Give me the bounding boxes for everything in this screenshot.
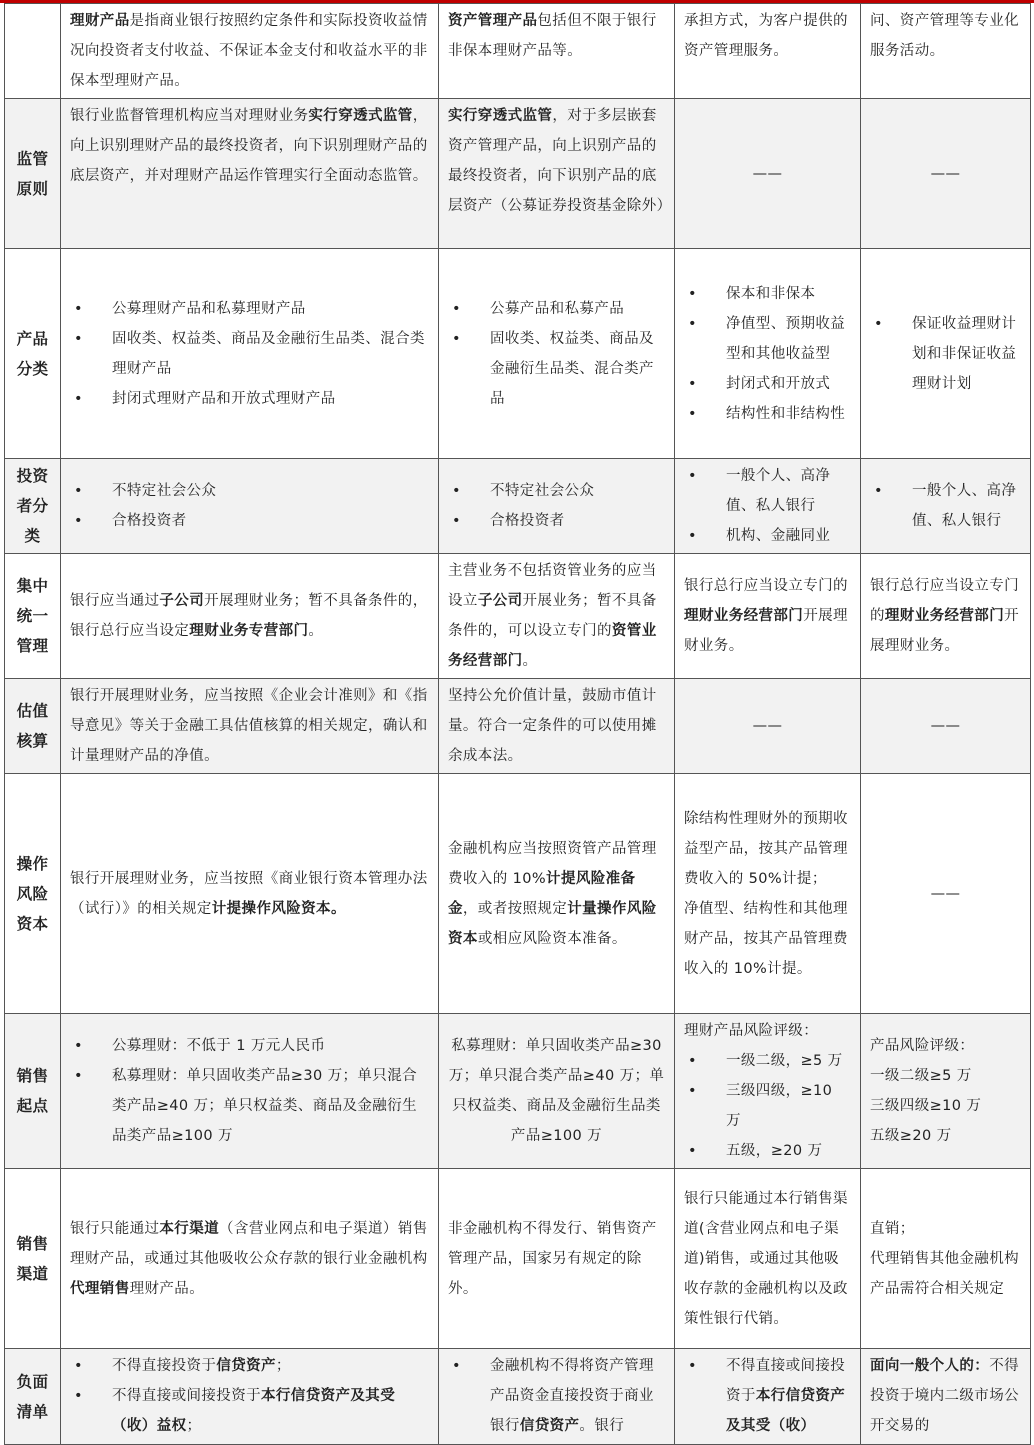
bold-text: 本行渠道	[159, 1220, 220, 1237]
cell-paragraph: 一级二级≥5 万	[870, 1068, 972, 1084]
cell-col2	[439, 774, 675, 1014]
row-label: 集中统一管理	[5, 554, 61, 679]
text-run: ，向上识别理财产品的最终投资者，向下识别理财产品的底层资产，并对理财产品运作管理实行全面动态监管。	[70, 108, 428, 184]
text-run: 不得直接或间接投资于	[112, 1388, 261, 1404]
text-run: 是指商业银行按照约定条件和实际投资收益情况向投资者支付收益、不保证本金支付和收益水平的非保本型理财产品。	[70, 13, 428, 89]
text-run: ，对于多层嵌套资产管理产品，向上识别产品的最终投资者，向下识别产品的底层资产（公募证券投资基金除外）	[448, 108, 672, 214]
table-row	[5, 679, 1031, 774]
list-item: • 固收类、权益类、商品及金融衍生品类、混合类产品	[448, 324, 665, 414]
list-item: • 封闭式理财产品和开放式理财产品	[70, 384, 429, 414]
cell-col1	[61, 1169, 439, 1349]
list-item: • 一般个人、高净值、私人银行	[684, 461, 851, 521]
cell-col1	[61, 1349, 439, 1445]
bold-text: 信贷资产	[216, 1358, 276, 1374]
cell-text: ——	[752, 165, 783, 182]
cell-col3	[675, 459, 861, 554]
text-run: 银行应当通过	[70, 593, 160, 609]
list-item: • 三级四级，≥10 万	[684, 1076, 851, 1136]
cell-col2	[439, 1169, 675, 1349]
text-run: （含营业网点和电子渠道）销售理财产品，或通过其他吸收公众存款的银行业金融机构	[70, 1220, 428, 1267]
text-run: 或相应风险资本准备。	[477, 930, 627, 947]
text-run: ；	[275, 1358, 291, 1374]
cell-col1	[61, 1014, 439, 1169]
cell-paragraph: 五级≥20 万	[870, 1128, 952, 1144]
text-run: 不得直接或间接投资于	[726, 1358, 846, 1404]
cell-col4	[861, 554, 1031, 679]
text-run: 银行业监督管理机构应当对理财业务	[70, 108, 309, 124]
cell-paragraph: 净值型、结构性和其他理财产品，按其产品管理费收入的 10%计提。	[684, 900, 848, 977]
bullet-list	[70, 1351, 429, 1441]
cell-paragraph: 除结构性理财外的预期收益型产品，按其产品管理费收入的 50%计提；	[684, 810, 848, 887]
cell-col3	[675, 99, 861, 249]
list-item: • 合格投资者	[448, 506, 665, 536]
cell-text: ——	[930, 165, 961, 182]
cell-col1	[61, 774, 439, 1014]
cell-paragraph: 直销；	[870, 1220, 915, 1237]
bold-text: 面向一般个人的：	[870, 1358, 990, 1374]
table-row	[5, 1169, 1031, 1349]
bullet-list	[684, 1046, 851, 1166]
bullet-list	[70, 294, 429, 414]
list-item: • 结构性和非结构性	[684, 399, 851, 429]
cell-col4	[861, 1169, 1031, 1349]
bullet-list	[70, 476, 429, 536]
cell-col1	[61, 99, 439, 249]
bold-text: 本行信贷资产及其受（收）	[726, 1388, 846, 1434]
cell-col2	[439, 249, 675, 459]
cell-col3	[675, 774, 861, 1014]
list-item: • 公募产品和私募产品	[448, 294, 665, 324]
bold-text: 本行信贷资产及其受（收）益权	[112, 1388, 396, 1434]
list-item: • 一般个人、高净值、私人银行	[870, 476, 1021, 536]
list-item: • 五级，≥20 万	[684, 1136, 851, 1166]
text-run: 开展业务；暂不具备条件的，可以设立专门的	[448, 593, 657, 639]
cell-col3	[675, 1014, 861, 1169]
cell-col3	[675, 1349, 861, 1445]
text-run: 银行总行应当设立专门的	[870, 578, 1019, 624]
bullet-list	[448, 294, 665, 414]
table-row	[5, 774, 1031, 1014]
cell-text: 银行开展理财业务，应当按照《企业会计准则》和《指导意见》等关于金融工具估值核算的相关规定，确认和计量理财产品的净值。	[70, 688, 428, 764]
bold-text: 子公司	[159, 593, 205, 609]
bullet-list	[70, 1031, 429, 1151]
cell-col3	[675, 1169, 861, 1349]
cell-paragraph: 三级四级≥10 万	[870, 1098, 982, 1114]
row-label: 销售渠道	[5, 1169, 61, 1349]
list-item: • 不特定社会公众	[70, 476, 429, 506]
bold-text: 计提操作风险资本。	[211, 900, 346, 917]
cell-col1	[61, 249, 439, 459]
text-run: 理财产品。	[129, 1280, 205, 1297]
list-item: • 公募理财产品和私募理财产品	[70, 294, 429, 324]
list-item	[70, 1381, 429, 1441]
list-item: • 一级二级，≥5 万	[684, 1046, 851, 1076]
list-item: • 合格投资者	[70, 506, 429, 536]
table-row	[5, 249, 1031, 459]
row-label: 负面清单	[5, 1349, 61, 1445]
bold-text: 子公司	[477, 593, 523, 609]
text-run: ，或者按照规定	[462, 900, 568, 917]
list-item	[70, 1351, 429, 1381]
bullet-list	[448, 1351, 665, 1441]
bullet-list	[684, 461, 851, 551]
text-run: 金融机构应当按照资管产品管理费收入的 10%	[448, 840, 657, 887]
cell-col2	[439, 1349, 675, 1445]
cell-text: 银行只能通过本行销售渠道(含营业网点和电子渠道)销售，或通过其他吸收存款的金融机构以及政策性银行代销。	[684, 1190, 848, 1327]
cell-col1	[61, 4, 439, 99]
row-label: 操作风险资本	[5, 774, 61, 1014]
bullet-list	[870, 476, 1021, 536]
row-label: 投资者分类	[5, 459, 61, 554]
cell-paragraph: 代理销售其他金融机构产品需符合相关规定	[870, 1250, 1019, 1297]
text-run: 银行只能通过	[70, 1220, 160, 1237]
cell-text: 问、资产管理等专业化服务活动。	[870, 13, 1019, 59]
cell-paragraph: 产品风险评级：	[870, 1038, 975, 1054]
list-item: • 固收类、权益类、商品及金融衍生品类、混合类理财产品	[70, 324, 429, 384]
bullet-list	[684, 1351, 851, 1441]
table-row	[5, 459, 1031, 554]
cell-col4	[861, 1014, 1031, 1169]
list-item: • 私募理财：单只固收类产品≥30 万；单只混合类产品≥40 万；单只权益类、商品及金融衍生品类产品≥100 万	[70, 1061, 429, 1151]
bullet-list	[448, 476, 665, 536]
cell-text: ——	[930, 885, 961, 902]
cell-col2	[439, 1014, 675, 1169]
list-item: • 不特定社会公众	[448, 476, 665, 506]
bold-text: 实行穿透式监管	[308, 108, 413, 124]
cell-text: 私募理财：单只固收类产品≥30 万；单只混合类产品≥40 万；单只权益类、商品及金融衍生品类产品≥100 万	[448, 1038, 665, 1144]
cell-col4	[861, 99, 1031, 249]
bold-text: 资管业务经营部门	[448, 623, 657, 669]
list-item: • 公募理财：不低于 1 万元人民币	[70, 1031, 429, 1061]
bold-text: 资产管理产品	[448, 13, 538, 29]
row-label: 销售起点	[5, 1014, 61, 1169]
bold-text: 理财业务经营部门	[884, 608, 1005, 624]
cell-col4	[861, 679, 1031, 774]
cell-col1	[61, 459, 439, 554]
row-label: 估值核算	[5, 679, 61, 774]
table-row	[5, 99, 1031, 249]
bold-text: 信贷资产	[519, 1418, 580, 1434]
list-item: • 保证收益理财计划和非保证收益理财计划	[870, 309, 1021, 399]
cell-text: 非金融机构不得发行、销售资产管理产品，国家另有规定的除外。	[448, 1220, 657, 1297]
list-item: • 封闭式和开放式	[684, 369, 851, 399]
text-run: 。银行	[579, 1418, 625, 1434]
cell-col3	[675, 249, 861, 459]
text-run: 开展理财业务。	[870, 608, 1020, 654]
bold-text: 理财业务专营部门	[189, 623, 309, 639]
cell-col4	[861, 249, 1031, 459]
bold-text: 实行穿透式监管	[448, 108, 553, 124]
list-item	[684, 1351, 851, 1441]
bullet-list	[684, 279, 851, 429]
list-item: • 保本和非保本	[684, 279, 851, 309]
text-run: 金融机构不得将资产管理产品资金直接投资于商业银行	[490, 1358, 654, 1434]
bold-text: 计提风险准备金	[448, 870, 636, 917]
text-run: 银行开展理财业务，应当按照《商业银行资本管理办法（试行）》的相关规定	[70, 870, 428, 917]
cell-col4	[861, 774, 1031, 1014]
text-run: 。	[522, 653, 538, 669]
bold-text: 理财业务经营部门	[684, 608, 804, 624]
cell-text: ——	[752, 718, 783, 734]
cell-col4	[861, 459, 1031, 554]
row-label	[5, 4, 61, 99]
cell-col2	[439, 459, 675, 554]
row-label: 产品分类	[5, 249, 61, 459]
cell-text: ——	[930, 718, 961, 734]
text-run: 开展理财业务；暂不具备条件的，银行总行应当设定	[70, 593, 428, 639]
text-run: 不得投资于境内二级市场公开交易的	[870, 1358, 1020, 1434]
text-run: 开展理财业务。	[684, 608, 848, 654]
list-item	[448, 1351, 665, 1441]
cell-col4	[861, 4, 1031, 99]
cell-col2	[439, 679, 675, 774]
cell-heading: 理财产品风险评级：	[684, 1023, 819, 1039]
text-run: ；	[186, 1418, 202, 1434]
text-run: 不得直接投资于	[112, 1358, 217, 1374]
cell-col1	[61, 554, 439, 679]
bold-text: 计量操作风险资本	[448, 900, 657, 947]
table-row	[5, 4, 1031, 99]
row-label: 监管原则	[5, 99, 61, 249]
bold-text: 理财产品	[70, 13, 130, 29]
text-run: 主营业务不包括资管业务的应当设立	[448, 563, 657, 609]
cell-col2	[439, 554, 675, 679]
cell-col4	[861, 1349, 1031, 1445]
table-row	[5, 1014, 1031, 1169]
cell-col3	[675, 554, 861, 679]
regulation-comparison-table	[4, 3, 1031, 1445]
cell-text: 承担方式，为客户提供的资产管理服务。	[684, 13, 848, 59]
bullet-list	[870, 309, 1021, 399]
text-run: 。	[308, 623, 324, 639]
list-item: • 净值型、预期收益型和其他收益型	[684, 309, 851, 369]
cell-col3	[675, 679, 861, 774]
cell-col2	[439, 99, 675, 249]
text-run: 包括但不限于银行非保本理财产品等。	[448, 13, 657, 59]
cell-text: 坚持公允价值计量，鼓励市值计量。符合一定条件的可以使用摊余成本法。	[448, 688, 657, 764]
cell-col3	[675, 4, 861, 99]
text-run: 银行总行应当设立专门的	[684, 578, 848, 594]
table-row	[5, 554, 1031, 679]
table-row	[5, 1349, 1031, 1445]
bold-text: 代理销售	[70, 1280, 130, 1297]
list-item: • 机构、金融同业	[684, 521, 851, 551]
cell-col1	[61, 679, 439, 774]
cell-col2	[439, 4, 675, 99]
